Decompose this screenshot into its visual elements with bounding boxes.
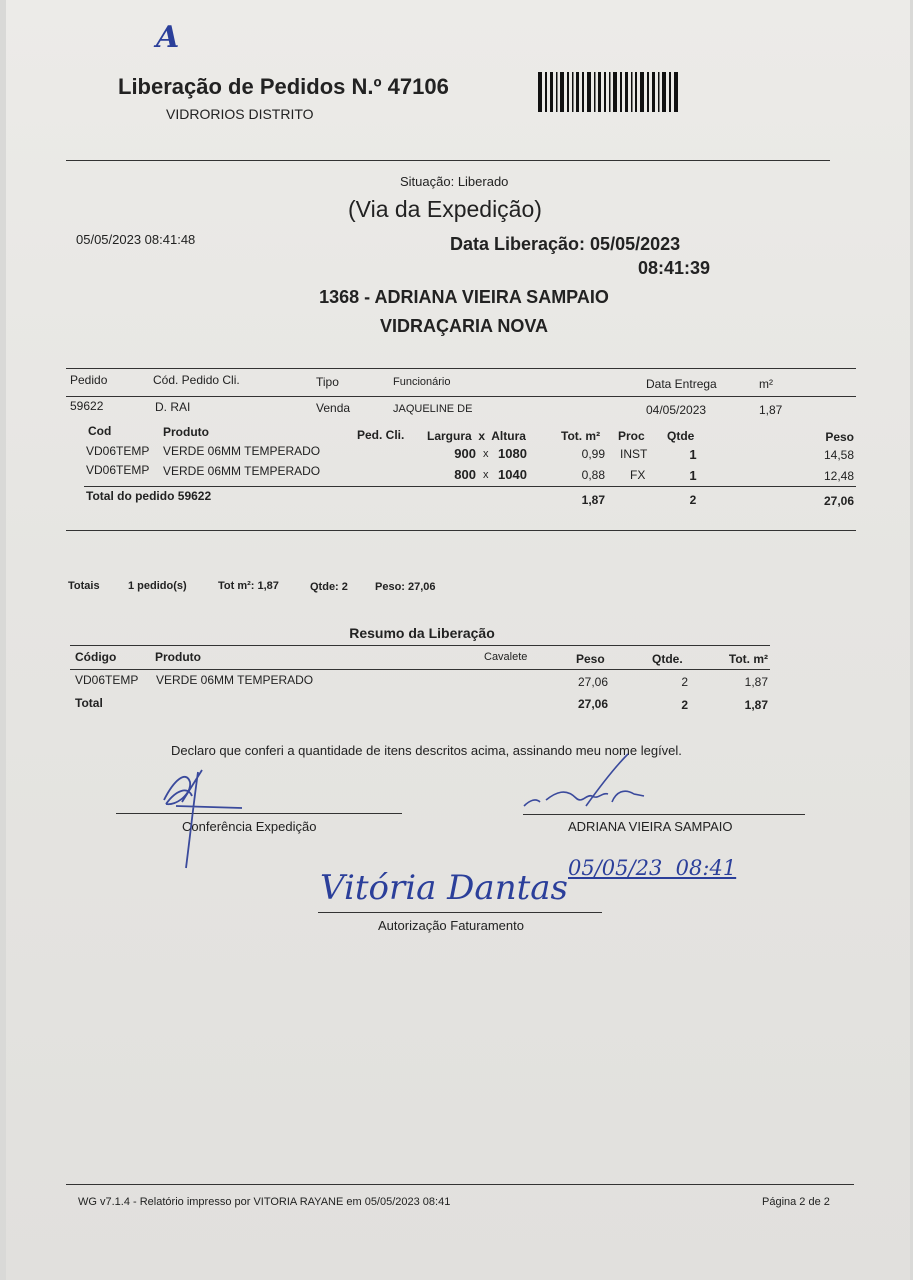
handwritten-name: Vitória Dantas bbox=[320, 868, 568, 908]
summary-col-codigo: Código bbox=[75, 650, 117, 664]
summary-row-codigo: VD06TEMP bbox=[75, 673, 139, 687]
summary-col-produto: Produto bbox=[155, 650, 201, 664]
order-funcionario: JAQUELINE DE bbox=[393, 403, 473, 415]
col-funcionario: Funcionário bbox=[393, 376, 451, 388]
divider bbox=[70, 669, 770, 670]
summary-row-produto: VERDE 06MM TEMPERADO bbox=[156, 673, 314, 687]
divider bbox=[66, 396, 856, 397]
col-m2: m² bbox=[759, 377, 773, 391]
order-total-peso: 27,06 bbox=[823, 494, 854, 508]
col-tipo: Tipo bbox=[316, 375, 339, 389]
client-store: VIDRAÇARIA NOVA bbox=[379, 316, 548, 336]
order-total-tot: 1,87 bbox=[581, 493, 605, 507]
order-total-qtde: 2 bbox=[689, 493, 697, 507]
conferencia-label: Conferência Expedição bbox=[182, 819, 317, 834]
items-col-cod: Cod bbox=[88, 424, 112, 438]
item-cod: VD06TEMP bbox=[86, 444, 150, 458]
order-data-entrega: 04/05/2023 bbox=[646, 403, 707, 417]
copy-label: (Via da Expedição) bbox=[348, 196, 542, 222]
release-date: Data Liberação: 05/05/2023 bbox=[450, 234, 681, 254]
summary-row-qtde: 2 bbox=[681, 675, 688, 689]
signature-client bbox=[516, 748, 656, 818]
item-largura: 900 bbox=[454, 446, 476, 461]
item-proc: FX bbox=[630, 468, 646, 482]
summary-col-peso: Peso bbox=[576, 652, 605, 666]
summary-total-qtde: 2 bbox=[681, 698, 688, 712]
company-name: VIDRORIOS DISTRITO bbox=[166, 106, 314, 122]
order-tipo: Venda bbox=[316, 401, 351, 415]
items-col-proc: Proc bbox=[618, 429, 645, 443]
divider bbox=[66, 1184, 854, 1185]
items-col-qtde: Qtde bbox=[667, 429, 695, 443]
item-altura: 1040 bbox=[498, 467, 527, 482]
summary-title: Resumo da Liberação bbox=[349, 625, 495, 641]
item-tot: 0,99 bbox=[581, 447, 605, 461]
divider bbox=[66, 368, 856, 369]
item-largura: 800 bbox=[454, 467, 476, 482]
release-time: 08:41:39 bbox=[638, 258, 711, 278]
summary-total-tot: 1,87 bbox=[744, 698, 768, 712]
divider bbox=[84, 486, 856, 487]
item-cod: VD06TEMP bbox=[86, 463, 150, 477]
items-col-peso: Peso bbox=[825, 430, 854, 444]
order-pedido: 59622 bbox=[70, 399, 104, 413]
divider bbox=[66, 160, 830, 161]
item-qtde: 1 bbox=[689, 447, 697, 462]
divider bbox=[66, 530, 856, 531]
totals-peso: Peso: 27,06 bbox=[375, 581, 436, 593]
client-name: 1368 - ADRIANA VIEIRA SAMPAIO bbox=[319, 287, 609, 307]
footer-printed-by: WG v7.1.4 - Relatório impresso por VITORIA RAYANE em 05/05/2023 08:41 bbox=[78, 1196, 451, 1208]
declaration-text: Declaro que conferi a quantidade de itens descritos acima, assinando meu nome legível. bbox=[171, 743, 682, 758]
handwritten-datetime: 05/05/23 08:41 bbox=[568, 856, 737, 880]
totals-pedidos: 1 pedido(s) bbox=[128, 580, 187, 592]
summary-col-qtde: Qtde. bbox=[652, 652, 683, 666]
item-altura: 1080 bbox=[498, 446, 527, 461]
signature-conferencia bbox=[146, 760, 256, 870]
summary-row-tot: 1,87 bbox=[744, 675, 768, 689]
item-peso: 14,58 bbox=[823, 448, 854, 462]
order-m2: 1,87 bbox=[759, 403, 783, 417]
summary-total-label: Total bbox=[75, 696, 103, 710]
barcode bbox=[538, 72, 680, 112]
item-produto: VERDE 06MM TEMPERADO bbox=[163, 464, 321, 478]
summary-row-peso: 27,06 bbox=[577, 675, 608, 689]
items-col-produto: Produto bbox=[163, 425, 209, 439]
divider bbox=[70, 645, 770, 646]
totals-qtde: Qtde: 2 bbox=[310, 581, 348, 593]
item-tot: 0,88 bbox=[581, 468, 605, 482]
totals-tot: Tot m²: 1,87 bbox=[218, 580, 279, 592]
printed-datetime: 05/05/2023 08:41:48 bbox=[76, 232, 196, 247]
item-peso: 12,48 bbox=[823, 469, 854, 483]
item-produto: VERDE 06MM TEMPERADO bbox=[163, 444, 321, 458]
document-page bbox=[6, 0, 910, 1280]
order-cod-cli: D. RAI bbox=[155, 400, 191, 414]
client-signature-label: ADRIANA VIEIRA SAMPAIO bbox=[568, 819, 733, 834]
footer-page-number: Página 2 de 2 bbox=[762, 1196, 830, 1208]
summary-total-peso: 27,06 bbox=[577, 697, 608, 711]
autorizacao-label: Autorização Faturamento bbox=[378, 918, 524, 933]
items-col-tot: Tot. m² bbox=[561, 429, 601, 443]
summary-col-cavalete: Cavalete bbox=[484, 651, 528, 663]
items-col-ped-cli: Ped. Cli. bbox=[357, 428, 405, 442]
totals-label: Totais bbox=[68, 580, 100, 592]
items-col-dims: Largura x Altura bbox=[427, 429, 526, 443]
item-proc: INST bbox=[620, 447, 648, 461]
handwritten-mark: A bbox=[156, 20, 180, 55]
signature-line bbox=[318, 912, 602, 913]
item-qtde: 1 bbox=[689, 468, 697, 483]
order-total-label: Total do pedido 59622 bbox=[86, 489, 212, 503]
col-pedido: Pedido bbox=[70, 373, 108, 387]
document-title: Liberação de Pedidos N.º 47106 bbox=[118, 74, 449, 99]
item-x: x bbox=[483, 448, 489, 460]
col-data-entrega: Data Entrega bbox=[646, 377, 717, 391]
col-cod-pedido-cli: Cód. Pedido Cli. bbox=[153, 373, 240, 387]
summary-col-tot: Tot. m² bbox=[728, 652, 768, 666]
status-label: Situação: Liberado bbox=[400, 174, 509, 189]
item-x: x bbox=[483, 469, 489, 481]
